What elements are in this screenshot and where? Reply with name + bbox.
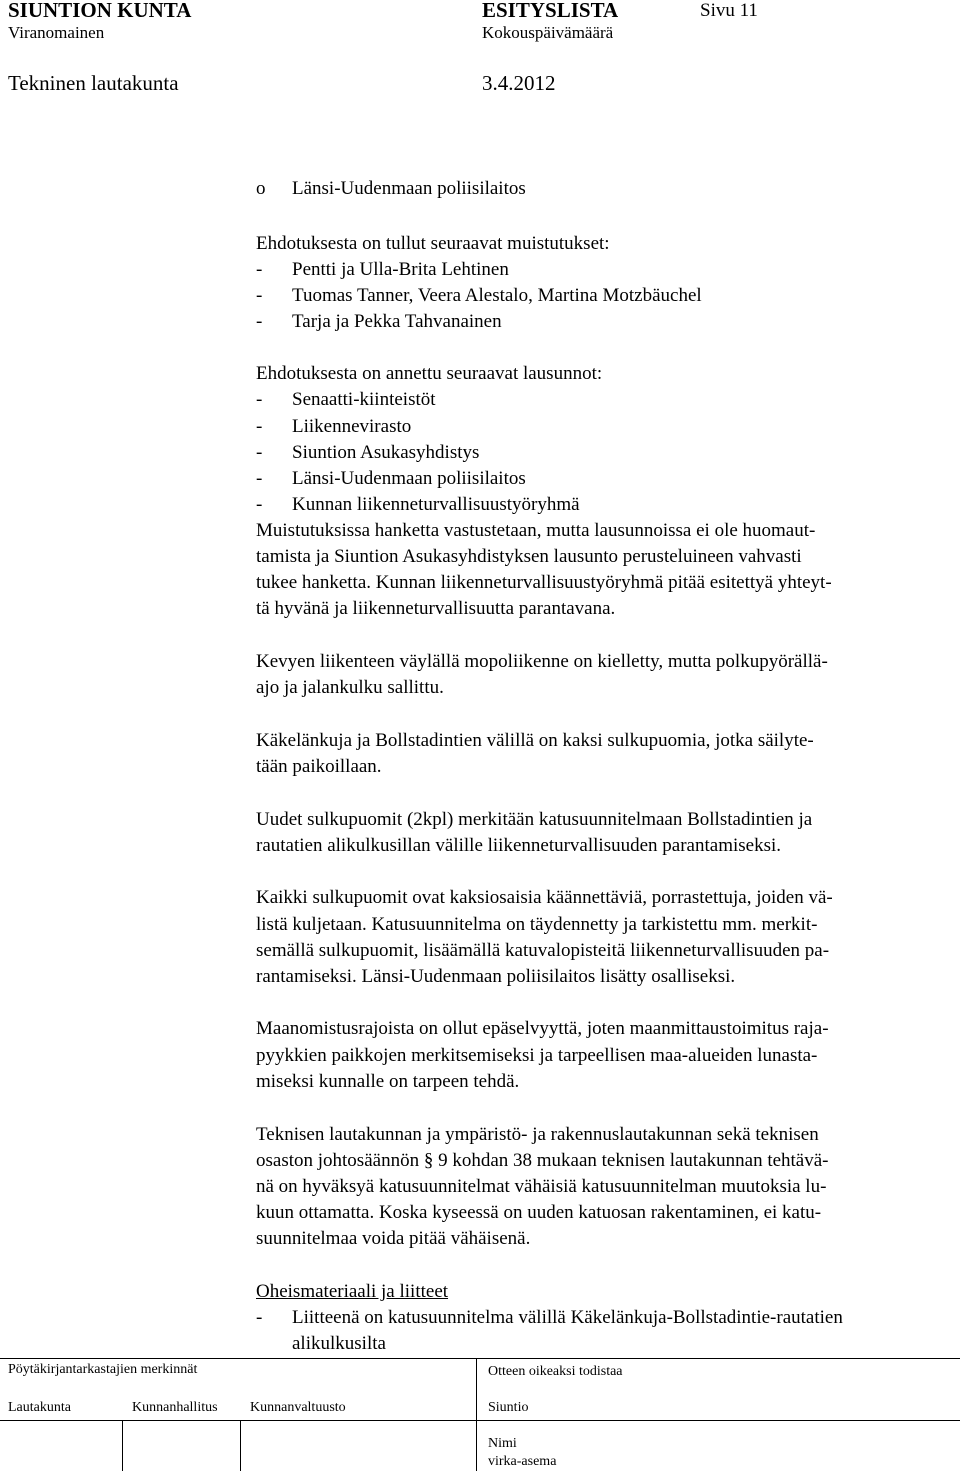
statement-item: Liikennevirasto [292,416,412,437]
minutes-checkers-label: Pöytäkirjantarkastajien merkinnät [8,1362,198,1377]
paragraph-line: semällä sulkupuomit, lisäämällä katuvalopisteitä liikenneturvallisuuden pa- [256,940,830,961]
footer-divider [476,1358,477,1471]
page-number: Sivu 11 [700,0,758,21]
list-dash: - [256,1307,263,1328]
attachment-item: Liitteenä on katusuunnitelma välillä Käkelänkuja-Bollstadintie-rautatien [292,1307,843,1328]
attachment-item: alikulkusilta [292,1333,386,1354]
bullet-item: Länsi-Uudenmaan poliisilaitos [292,178,526,199]
paragraph-line: Maanomistusrajoista on ollut epäselvyyttä, joten maanmittaustoimitus raja- [256,1018,829,1039]
municipality-name: SIUNTION KUNTA [8,0,192,22]
paragraph-line: osaston johtosäännön § 9 kohdan 38 mukaan teknisen lautakunnan tehtävä- [256,1150,829,1171]
meeting-date: 3.4.2012 [482,71,556,95]
list-dash: - [256,285,263,306]
paragraph-line: nä on hyväksyä katusuunnitelmat vähäisiä katusuunnitelman muutoksia lu- [256,1176,827,1197]
paragraph-line: tukee hanketta. Kunnan liikenneturvallisuustyöryhmä pitää esitettyä yhteyt- [256,572,832,593]
paragraph-line: Uudet sulkupuomit (2kpl) merkitään katusuunnitelmaan Bollstadintien ja [256,809,813,830]
paragraph-line: Kevyen liikenteen väylällä mopoliikenne on kielletty, mutta polkupyörällä- [256,651,828,672]
committee-name: Tekninen lautakunta [8,71,179,95]
title-label: virka-asema [488,1454,557,1469]
certified-label: Otteen oikeaksi todistaa [488,1364,623,1379]
paragraph-line: Kaikki sulkupuomit ovat kaksiosaisia käännettäviä, porrastettuja, joiden vä- [256,887,833,908]
list-dash: - [256,311,263,332]
place-label: Siuntio [488,1400,529,1415]
paragraph-line: listä kuljetaan. Katusuunnitelma on täydennetty ja tarkistettu mm. merkit- [256,914,818,935]
meeting-date-label: Kokouspäivämäärä [482,23,614,42]
paragraph-line: Teknisen lautakunnan ja ympäristö- ja rakennuslautakunnan sekä teknisen [256,1124,819,1145]
statements-intro: Ehdotuksesta on annettu seuraavat lausunnot: [256,363,603,384]
footer-mid-rule [0,1420,960,1421]
statement-item: Kunnan liikenneturvallisuustyöryhmä [292,494,580,515]
paragraph-line: rantamiseksi. Länsi-Uudenmaan poliisilaitos lisätty osalliseksi. [256,966,736,987]
list-dash: - [256,442,263,463]
paragraph-line: pyykkien paikkojen merkitsemiseksi ja tarpeellisen maa-alueiden lunasta- [256,1045,818,1066]
list-dash: - [256,468,263,489]
attachments-heading: Oheismateriaali ja liitteet [256,1281,449,1302]
reminders-intro: Ehdotuksesta on tullut seuraavat muistutukset: [256,233,610,254]
reminder-item: Tuomas Tanner, Veera Alestalo, Martina Motzbäuchel [292,285,702,306]
list-dash: - [256,416,263,437]
lautakunta-label: Lautakunta [8,1400,71,1415]
list-dash: - [256,494,263,515]
paragraph-line: ajo ja jalankulku sallittu. [256,677,444,698]
reminder-item: Tarja ja Pekka Tahvanainen [292,311,502,332]
kunnanvaltuusto-label: Kunnanvaltuusto [250,1400,346,1415]
statement-item: Länsi-Uudenmaan poliisilaitos [292,468,526,489]
paragraph-line: Muistutuksissa hanketta vastustetaan, mutta lausunnoissa ei ole huomaut- [256,520,816,541]
bullet-marker: o [256,178,266,199]
footer-divider [240,1420,241,1471]
name-label: Nimi [488,1436,517,1451]
paragraph-line: tä hyvänä ja liikenneturvallisuutta parantavana. [256,598,616,619]
list-dash: - [256,389,263,410]
document-type: ESITYSLISTA [482,0,619,22]
footer-top-rule [0,1358,960,1359]
kunnanhallitus-label: Kunnanhallitus [132,1400,218,1415]
paragraph-line: suunnitelmaa voida pitää vähäisenä. [256,1228,531,1249]
paragraph-line: tään paikoillaan. [256,756,382,777]
paragraph-line: tamista ja Siuntion Asukasyhdistyksen lausunto perusteluineen vahvasti [256,546,802,567]
footer-divider [122,1420,123,1471]
statement-item: Senaatti-kiinteistöt [292,389,436,410]
paragraph-line: kuun ottamatta. Koska kyseessä on uuden katuosan rakentaminen, ei katu- [256,1202,822,1223]
paragraph-line: rautatien alikulkusillan välille liikenneturvallisuuden parantamiseksi. [256,835,781,856]
statement-item: Siuntion Asukasyhdistys [292,442,480,463]
paragraph-line: miseksi kunnalle on tarpeen tehdä. [256,1071,520,1092]
paragraph-line: Käkelänkuja ja Bollstadintien välillä on kaksi sulkupuomia, jotka säilyte- [256,730,814,751]
reminder-item: Pentti ja Ulla-Brita Lehtinen [292,259,509,280]
list-dash: - [256,259,263,280]
authority-label: Viranomainen [8,23,105,42]
